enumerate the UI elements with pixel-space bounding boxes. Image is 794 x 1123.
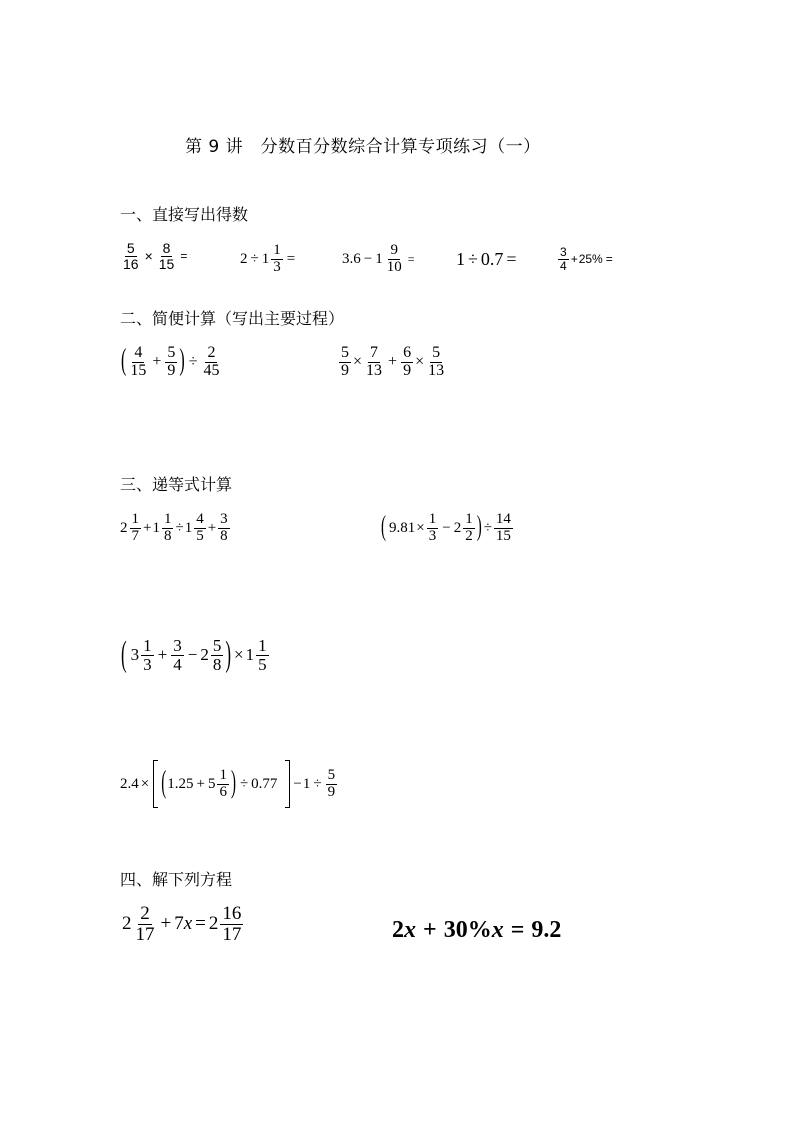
divide-sign: ÷ [483, 519, 492, 536]
number: 7 [174, 913, 184, 935]
plus-sign: + [423, 917, 437, 943]
number: 1 [375, 250, 383, 267]
number: 2 [120, 519, 128, 536]
fraction: $\frac{1}{3}$ [143, 636, 152, 674]
number: 1 [184, 519, 193, 536]
fraction: $\frac{3}{4}$ [173, 636, 182, 674]
fraction: $\frac{4}{15}$ [130, 344, 147, 379]
left-paren: ( [381, 512, 386, 543]
fraction: $\frac{9}{10}$ [386, 242, 402, 275]
problem-3a [120, 512, 231, 545]
minus-sign: − [442, 519, 451, 536]
number: 1 [245, 645, 255, 665]
fraction: $\frac{3}{8}$ [220, 511, 228, 544]
fraction: $\frac{2}{45}$ [203, 344, 220, 379]
times-sign: × [416, 519, 425, 536]
section-heading-1: 一、直接写出得数 [120, 205, 249, 224]
number: 1 [302, 775, 311, 792]
times-sign: × [144, 248, 153, 265]
problem-1b [240, 243, 298, 276]
divide-sign: ÷ [239, 775, 249, 792]
divide-sign: ÷ [250, 250, 259, 267]
fraction: $\frac{5}{9}$ [327, 766, 336, 800]
problem-1e [557, 246, 616, 272]
plus-sign: + [196, 775, 205, 792]
fraction: $\frac{5}{9}$ [341, 344, 349, 379]
equals-sign: = [506, 249, 517, 269]
problem-2b [338, 345, 447, 380]
fraction: $\frac{1}{3}$ [428, 511, 437, 544]
fraction: $\frac{5}{16}$ [123, 240, 139, 272]
right-paren: ) [476, 512, 482, 543]
number: 1.25 [167, 775, 194, 792]
number: 2 [453, 519, 462, 536]
fraction: $\frac{1}{8}$ [163, 511, 172, 544]
plus-sign: + [160, 913, 172, 935]
equals-sign: = [510, 917, 525, 943]
divide-sign: ÷ [175, 519, 184, 536]
percent-value: 30% [443, 917, 492, 943]
plus-sign: + [388, 353, 398, 371]
equation-4b [392, 917, 561, 944]
problem-3b [380, 512, 514, 545]
number: 0.77 [251, 775, 278, 792]
times-sign: × [415, 353, 425, 371]
problem-2a [120, 345, 222, 380]
times-sign: × [234, 645, 244, 665]
section-heading-3: 三、递等式计算 [120, 475, 233, 494]
minus-sign: − [187, 645, 198, 665]
fraction: $\frac{4}{5}$ [196, 511, 204, 544]
fraction: $\frac{5}{8}$ [212, 636, 222, 674]
fraction: $\frac{8}{15}$ [158, 240, 175, 272]
left-paren: ( [121, 634, 127, 675]
plus-sign: + [570, 252, 578, 267]
equals-sign: = [407, 251, 415, 266]
number: 2.4 [120, 775, 139, 792]
right-paren: ) [230, 766, 236, 800]
fraction: $\frac{7}{13}$ [366, 344, 383, 379]
number: 5 [207, 775, 216, 792]
fraction: $\frac{2}{17}$ [135, 903, 155, 945]
fraction: $\frac{14}{15}$ [495, 511, 511, 544]
number: 2 [392, 917, 404, 943]
fraction: $\frac{1}{3}$ [273, 242, 281, 275]
variable-x: x [404, 917, 416, 943]
number: 2 [200, 645, 209, 665]
problem-3d [120, 760, 338, 808]
number: 3 [130, 645, 140, 665]
fraction: $\frac{1}{7}$ [131, 511, 139, 544]
fraction: $\frac{1}{2}$ [465, 511, 473, 544]
number: 2 [240, 250, 248, 267]
divide-sign: ÷ [468, 249, 478, 269]
number: 9.2 [531, 917, 562, 943]
fraction: $\frac{1}{6}$ [219, 766, 227, 800]
equation-4a [122, 904, 244, 945]
plus-sign: + [157, 645, 168, 665]
number: 0.7 [480, 249, 504, 269]
number: 9.81 [389, 519, 416, 536]
right-bracket [285, 760, 290, 808]
plus-sign: + [207, 519, 217, 536]
fraction: $\frac{3}{4}$ [560, 245, 567, 273]
left-bracket [153, 760, 158, 808]
minus-sign: − [363, 250, 373, 267]
number: 1 [456, 249, 465, 269]
divide-sign: ÷ [313, 775, 322, 792]
minus-sign: − [293, 775, 302, 792]
problem-1c [342, 243, 418, 276]
plus-sign: + [143, 519, 152, 536]
right-paren: ) [225, 634, 232, 675]
problem-1a [120, 241, 190, 271]
equals-sign: = [286, 250, 296, 267]
left-paren: ( [161, 766, 167, 800]
fraction: $\frac{5}{9}$ [167, 344, 176, 379]
left-paren: ( [121, 345, 127, 378]
number: 2 [122, 913, 132, 935]
number: 1 [152, 519, 160, 536]
divide-sign: ÷ [188, 353, 198, 371]
number: 3.6 [342, 250, 361, 267]
page-title: 第 9 讲 分数百分数综合计算专项练习（一） [185, 137, 541, 157]
equals-sign: = [195, 913, 206, 935]
equals-sign: = [605, 252, 613, 267]
right-paren: ) [179, 345, 185, 378]
problem-3c [120, 634, 270, 675]
equals-sign: = [180, 249, 188, 264]
times-sign: × [140, 775, 150, 792]
problem-1d [456, 249, 520, 270]
fraction: $\frac{1}{5}$ [258, 636, 267, 674]
number: 2 [208, 913, 219, 935]
number: 1 [261, 250, 270, 267]
variable-x: x [491, 917, 504, 943]
plus-sign: + [152, 353, 162, 371]
section-heading-4: 四、解下列方程 [120, 870, 233, 889]
percent-value: 25% [578, 252, 603, 267]
fraction: $\frac{5}{13}$ [428, 344, 445, 379]
section-heading-2: 二、简便计算（写出主要过程） [120, 309, 345, 328]
fraction: $\frac{6}{9}$ [403, 344, 412, 379]
variable-x: x [183, 913, 193, 935]
fraction: $\frac{16}{17}$ [222, 903, 242, 945]
times-sign: × [353, 353, 363, 371]
